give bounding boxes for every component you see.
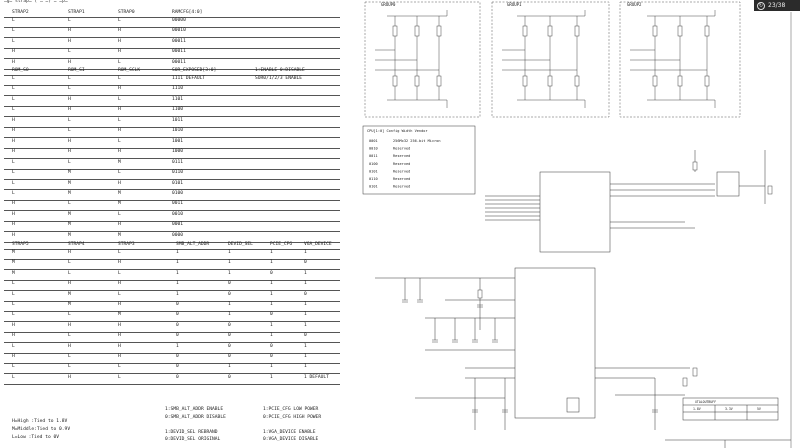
group2-label: GROUP2 [627, 2, 642, 7]
table-cell: L [68, 128, 71, 134]
resistor-symbol [393, 26, 397, 36]
table-cell: 0 [176, 374, 179, 380]
table-cell: 1111 DEFAULT [172, 76, 206, 81]
resistor-symbol [548, 76, 552, 86]
xtal-cell-1: 1.8V [693, 407, 701, 411]
table-cell: L [12, 343, 15, 349]
resistor-symbol [437, 26, 441, 36]
column-header: DEVID_SEL [228, 242, 253, 247]
table-cell: L [68, 312, 71, 318]
cpu-row-code: 0010 [369, 146, 378, 151]
table-cell: 1010 [172, 128, 184, 134]
table-cell: 0011 [172, 201, 184, 207]
table-cell: 1 [176, 250, 179, 255]
table-cell: 0 [270, 312, 273, 318]
table-cell: 1 [270, 250, 273, 255]
table-cell: H [118, 343, 121, 349]
table-cell: H [118, 354, 121, 359]
resistor-symbol [415, 26, 419, 36]
table-cell: 0 [176, 322, 179, 328]
table-cell: L [68, 86, 71, 92]
table-cell: H [12, 354, 15, 359]
table-cell: 1 [304, 250, 307, 255]
table-cell: 1 [270, 364, 273, 370]
table-rule [4, 373, 340, 374]
table-cell: M [12, 260, 15, 266]
table-cell: 1 [270, 281, 273, 287]
table-cell: H [12, 128, 15, 134]
resistor-symbol [478, 290, 482, 298]
table-cell: H [68, 96, 71, 102]
table-cell: M [68, 211, 71, 217]
legend-line: L=Low :Tied to 0V [12, 435, 60, 440]
table-cell: L [118, 374, 121, 380]
table-cell: 0 [228, 343, 231, 349]
table-cell: L [12, 159, 15, 165]
table-cell: M [68, 170, 71, 176]
table-cell: L [118, 76, 121, 81]
table-rule [4, 332, 340, 333]
table-cell: L [12, 107, 15, 113]
column-header: VGA_DEVICE [304, 242, 332, 247]
table-cell: L [68, 260, 71, 266]
cut-header-text: …g… strap… ( … …) … …p… [4, 0, 68, 4]
table-cell: L [118, 117, 121, 123]
table-cell: 0100 [172, 190, 184, 196]
cpu-row-desc: Reserved [393, 161, 411, 166]
xtal-cell-2: 3.3V [725, 407, 733, 411]
table-cell: L [12, 28, 15, 34]
table-cell: 1100 [172, 107, 184, 113]
column-header: PCIE_CFG [270, 242, 293, 247]
table-cell: 0111 [172, 159, 184, 165]
table-cell: H [118, 180, 121, 186]
column-header: STRAP3 [118, 242, 135, 247]
table-cell: H [118, 333, 121, 339]
table-rule [4, 311, 340, 312]
table-cell: L [12, 364, 15, 370]
table-cell: L [12, 281, 15, 287]
table-cell: L [68, 333, 71, 339]
table-rule [4, 290, 340, 291]
column-header: STRAP1 [68, 10, 85, 15]
table-cell: 0 [176, 333, 179, 339]
column-header: ROM_SO [12, 68, 29, 73]
table-cell: 0000 [172, 232, 184, 238]
table-cell: M [118, 201, 121, 207]
table-cell: 1 [304, 281, 307, 287]
legend-pcie-vga: 1:PCIE_CFG LOW POWER [263, 407, 319, 412]
table-cell: 0 [176, 364, 179, 370]
table-cell: 00011 [172, 38, 186, 44]
legend-smb-devid: 0:SMB_ALT_ADDR DISABLE [165, 414, 226, 420]
table-cell: 00011 [172, 49, 186, 55]
resistor-symbol [693, 162, 697, 170]
table-cell: M [118, 232, 121, 238]
table-cell: 1110 [172, 86, 184, 92]
table-rule [4, 179, 340, 180]
legend-pcie-vga: 0:PCIE_CFG HIGH POWER [263, 414, 322, 420]
table-cell: 0 [270, 270, 273, 276]
table-cell: L [12, 312, 15, 318]
resistor-symbol [575, 76, 579, 86]
table-cell: L [118, 250, 121, 255]
table-cell: SOR0/1/2/3 ENABLE [255, 76, 303, 81]
table-cell: L [12, 291, 15, 297]
table-cell: 0 [228, 333, 231, 339]
table-cell: 1 [176, 291, 179, 297]
table-cell: L [12, 302, 15, 307]
xtal-table-title: XTALOUTBUFF [695, 400, 717, 404]
group1-label: GROUP1 [507, 2, 522, 7]
table-cell: 00011 [172, 59, 186, 65]
table-cell: H [68, 250, 71, 255]
table-cell: H [12, 211, 15, 217]
cpu-table-header: CPU[1:0] Config Width Vendor [367, 129, 428, 133]
resistor-symbol [678, 76, 682, 86]
table-cell: 0 [270, 354, 273, 359]
resistor-symbol [523, 76, 527, 86]
legend-pcie-vga: 1:VGA_DEVICE ENABLE [263, 429, 316, 435]
table-cell: 1 [304, 343, 307, 349]
table-cell: 1 [304, 354, 307, 359]
table-cell: 0 [176, 354, 179, 359]
table-cell: 1 [304, 270, 307, 276]
table-cell: H [118, 49, 121, 55]
table-rule [4, 280, 340, 281]
table-cell: L [68, 364, 71, 370]
resistor-symbol [683, 378, 687, 386]
table-cell: H [118, 322, 121, 328]
table-cell: L [118, 270, 121, 276]
resistor-symbol [653, 26, 657, 36]
table-cell: 0 [176, 302, 179, 307]
table-cell: H [68, 138, 71, 144]
table-cell: M [118, 312, 121, 318]
table-cell: H [68, 38, 71, 44]
table-cell: 1 [228, 260, 231, 266]
table-cell: L [118, 211, 121, 217]
table-cell: 1 [270, 260, 273, 266]
table-cell: 0 [176, 312, 179, 318]
table-cell: 0001 [172, 222, 184, 228]
table-cell: H [118, 281, 121, 287]
table-cell: H [118, 302, 121, 307]
column-header: STRAP4 [68, 242, 85, 247]
table-cell: 0 [228, 322, 231, 328]
table-cell: L [68, 159, 71, 165]
table-rule [4, 321, 340, 322]
table-cell: L [118, 138, 121, 144]
table-rule [4, 342, 340, 343]
table-cell: M [118, 190, 121, 196]
resistor-symbol [393, 76, 397, 86]
cpu-row-code: 0011 [369, 154, 378, 159]
table-cell: H [118, 28, 121, 34]
table-cell: 0 [228, 281, 231, 287]
table-cell: L [12, 190, 15, 196]
column-header: SOR_EXPOSED[3:0] [172, 68, 217, 73]
column-header: SMB_ALT_ADDR [176, 242, 210, 247]
table-cell: H [118, 222, 121, 228]
table-cell: L [118, 18, 121, 23]
table-cell: H [12, 322, 15, 328]
table-cell: 1 [228, 270, 231, 276]
table-cell: L [12, 38, 15, 44]
page-indicator: 23/38 [768, 2, 786, 9]
resistor-symbol [548, 26, 552, 36]
resistor-symbol [705, 26, 709, 36]
table-cell: L [118, 170, 121, 176]
table-cell: 0 [304, 333, 307, 339]
table-cell: M [68, 222, 71, 228]
table-cell: L [12, 96, 15, 102]
table-rule [4, 363, 340, 364]
legend-smb-devid: 1:SMB_ALT_ADDR ENABLE [165, 407, 224, 412]
table-cell: 1 [228, 312, 231, 318]
table-cell: M [68, 180, 71, 186]
table-cell: 1 [304, 322, 307, 328]
table-cell: H [12, 232, 15, 238]
table-rule [4, 259, 340, 260]
table-cell: L [118, 96, 121, 102]
cpu-row-code: 0110 [369, 177, 378, 181]
table-cell: 00010 [172, 28, 186, 34]
table-cell: 1 [270, 291, 273, 297]
table-cell: 0 [228, 354, 231, 359]
table-cell: M [12, 270, 15, 276]
resistor-symbol [768, 186, 772, 194]
table-cell: 1 [270, 333, 273, 339]
table-cell: M [12, 250, 15, 255]
table-cell: H [118, 107, 121, 113]
table-cell: 1 [304, 312, 307, 318]
table-cell: 0101 [172, 180, 184, 186]
table-rule [4, 158, 340, 159]
table-cell: 1001 [172, 138, 184, 144]
table-cell: H [68, 59, 71, 65]
table-cell: H [68, 149, 71, 155]
table-cell: L [12, 76, 15, 81]
column-header: RAMCFG[4:0] [172, 10, 203, 15]
table-cell: L [12, 86, 15, 92]
table-cell: H [68, 374, 71, 380]
schematic-drawing [355, 0, 800, 448]
table-cell: M [68, 190, 71, 196]
table-cell: L [68, 270, 71, 276]
table-cell: H [12, 201, 15, 207]
column-header: ROM_SCLK [118, 68, 141, 73]
legend-line: M=Middle:Tied to 0.9V [12, 427, 71, 432]
resistor-symbol [705, 76, 709, 86]
resistor-symbol [523, 26, 527, 36]
table-cell: L [12, 374, 15, 380]
table-rule [4, 384, 340, 385]
table-rule [4, 249, 340, 250]
table-cell: L [68, 117, 71, 123]
table-cell: 0 [228, 291, 231, 297]
legend-smb-devid: 0:DEVID_SEL ORIGINAL [165, 437, 221, 442]
table-cell: M [118, 159, 121, 165]
table-cell: 0110 [172, 170, 184, 176]
column-header: STRAP0 [118, 10, 135, 15]
table-cell: H [118, 38, 121, 44]
table-cell: 0010 [172, 211, 184, 217]
resistor-symbol [653, 76, 657, 86]
cpu-row-desc: Reserved [393, 169, 411, 174]
cpu-row-desc: Reserved [393, 154, 411, 159]
table-cell: H [68, 322, 71, 328]
resistor-symbol [415, 76, 419, 86]
table-cell: 1 [176, 343, 179, 349]
resistor-symbol [437, 76, 441, 86]
cpu-row-desc: Reserved [393, 184, 411, 189]
table-cell: H [68, 281, 71, 287]
column-header: STRAP2 [12, 10, 29, 15]
table-cell: H [68, 107, 71, 113]
table-cell: M [68, 302, 71, 307]
table-cell: H [12, 59, 15, 65]
table-cell: M [68, 291, 71, 297]
table-rule [4, 301, 340, 302]
table-cell: 1 [304, 302, 307, 307]
table-cell: 00000 [172, 18, 186, 23]
table-rule [4, 353, 340, 354]
column-header: 1:ENABLE 0:DISABLE [255, 68, 305, 73]
table-cell: H [12, 222, 15, 228]
table-cell: 1 [270, 322, 273, 328]
table-cell: L [118, 59, 121, 65]
table-cell: H [12, 117, 15, 123]
table-cell: 1 [176, 260, 179, 266]
table-cell: 1 [304, 364, 307, 370]
legend-smb-devid: 1:DEVID_SEL REBRAND [165, 429, 218, 435]
table-cell: 1 [176, 281, 179, 287]
table-cell: H [12, 49, 15, 55]
table-cell: 1 [228, 250, 231, 255]
table-cell: H [12, 333, 15, 339]
table-cell: 1 DEFAULT [304, 374, 329, 380]
cpu-row-code: 0001 [369, 139, 378, 143]
table-cell: L [68, 201, 71, 207]
table-cell: 1 [176, 270, 179, 276]
table-cell: L [12, 18, 15, 23]
table-rule [4, 58, 340, 59]
table-cell: L [118, 291, 121, 297]
table-cell: M [68, 232, 71, 238]
column-header: ROM_SI [68, 68, 85, 73]
xtal-cell-3: 5V [757, 407, 761, 411]
cpu-row-desc: Reserved [393, 177, 411, 181]
cpu-row-code: 0101 [369, 184, 378, 189]
table-cell: 1011 [172, 117, 184, 123]
table-cell: L [68, 18, 71, 23]
table-cell: L [118, 364, 121, 370]
table-cell: L [12, 180, 15, 186]
table-cell: 0 [270, 343, 273, 349]
table-cell: 1 [270, 302, 273, 307]
table-cell: H [118, 149, 121, 155]
table-cell: 1 [270, 374, 273, 380]
table-cell: H [118, 86, 121, 92]
table-cell: L [68, 76, 71, 81]
table-cell: H [68, 343, 71, 349]
table-cell: 1 [228, 302, 231, 307]
cpu-row-code: 0101 [369, 169, 378, 174]
table-cell: H [12, 138, 15, 144]
legend-line: H=High :Tied to 1.8V [12, 419, 68, 424]
table-cell: H [12, 149, 15, 155]
table-cell: L [68, 49, 71, 55]
resistor-symbol [693, 368, 697, 376]
legend-pcie-vga: 0:VGA_DEVICE DISABLE [263, 437, 319, 442]
cpu-row-code: 0100 [369, 161, 378, 166]
table-cell: L [68, 354, 71, 359]
table-cell: H [118, 260, 121, 266]
resistor-symbol [678, 26, 682, 36]
table-cell: 0 [304, 260, 307, 266]
table-cell: 1 [228, 364, 231, 370]
table-cell: H [118, 128, 121, 134]
cpu-row-desc: 256Mx32 256-bit Micron [393, 139, 441, 143]
table-cell: 1000 [172, 149, 184, 155]
table-cell: H [68, 28, 71, 34]
table-cell: 0 [228, 374, 231, 380]
table-rule [4, 269, 340, 270]
table-cell: L [12, 170, 15, 176]
table-cell: 0 [304, 291, 307, 297]
column-header: STRAP5 [12, 242, 29, 247]
group0-label: GROUP0 [381, 2, 396, 7]
table-cell: 1101 [172, 96, 184, 102]
cpu-row-desc: Reserved [393, 146, 411, 151]
rotate-icon[interactable]: ↻ [758, 2, 764, 9]
resistor-symbol [575, 26, 579, 36]
